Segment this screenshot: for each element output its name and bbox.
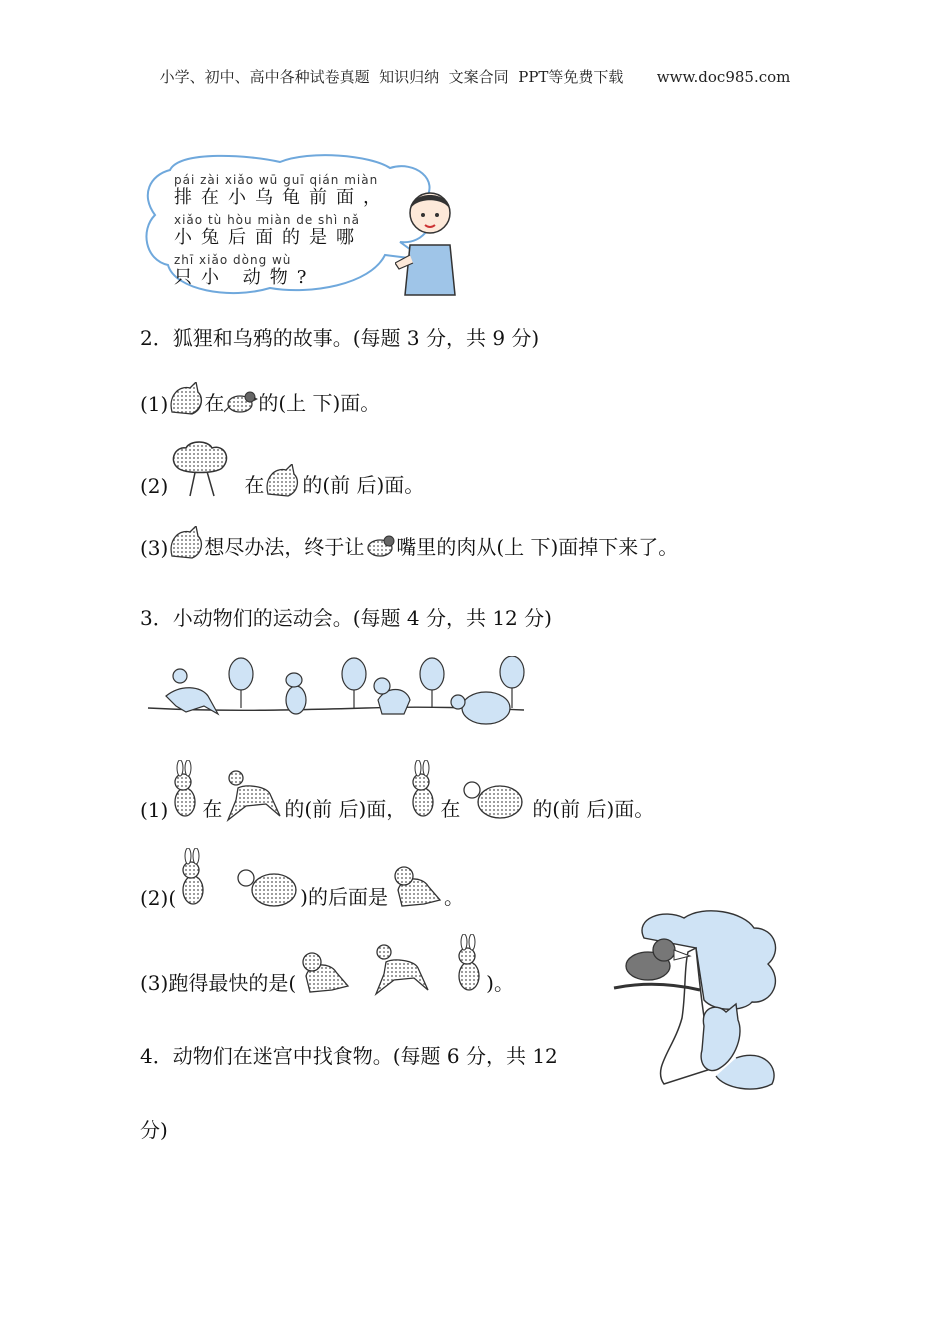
q3-item-1-t3: 在 (440, 797, 461, 821)
q2-item-3 (140, 526, 678, 560)
q2-item-2-t2: 的(前 后)面。 (302, 473, 425, 497)
fox-crow-illustration (604, 908, 784, 1092)
hanzi-line-2: 小兔后面的是哪 (174, 227, 363, 248)
q3-item-2 (140, 848, 464, 910)
q3-item-2-t2: 。 (443, 885, 464, 909)
boy-icon (395, 185, 465, 300)
q2-item-2 (140, 440, 424, 498)
q3-title: 3．小动物们的运动会。(每题 4 分，共 12 分) (140, 606, 552, 630)
q2-item-3-t1: 想尽办法，终于让 (204, 535, 365, 559)
hanzi-line-1: 排在小乌龟前面， (174, 187, 390, 208)
bubble-text (174, 172, 390, 292)
race-scene-icon (146, 656, 526, 736)
crow-icon (364, 532, 396, 560)
q3-item-1-t1: 在 (202, 797, 223, 821)
rabbit-icon (452, 934, 486, 996)
q2-item-2-num: (2) (140, 474, 169, 498)
turtle-icon (234, 860, 300, 910)
q2-item-2-t1: 在 (244, 473, 265, 497)
q2-item-1-num: (1) (140, 392, 169, 416)
pinyin-line-2: xiǎo tù hòu miàn de shì nǎ (174, 213, 361, 227)
q3-item-2-t1: )的后面是 (300, 885, 388, 909)
deer-icon (370, 938, 432, 996)
speech-illustration (140, 150, 470, 300)
crow-icon (224, 388, 258, 416)
turtle-icon (460, 772, 526, 822)
q2-item-3-num: (3) (140, 536, 169, 560)
rabbit-icon (168, 760, 202, 822)
q2-item-1 (140, 382, 380, 416)
rabbit-icon (406, 760, 440, 822)
fox-icon (168, 382, 204, 416)
tree-icon (168, 440, 234, 498)
fox-crow-tree-icon (604, 908, 784, 1092)
q3-item-3-t1: )。 (486, 971, 514, 995)
fox-icon (264, 464, 302, 498)
race-scene (146, 656, 526, 736)
q3-item-1-t4: 的(前 后)面。 (532, 797, 655, 821)
cat-icon (388, 860, 444, 910)
q2-item-3-t2: 嘴里的肉从(上 下)面掉下来了。 (396, 535, 679, 559)
hanzi-line-3: 只小 动物? (174, 267, 316, 288)
page-header: 小学、初中、高中各种试卷真题 知识归纳 文案合同 PPT等免费下载 www.doc985.com (159, 68, 791, 86)
q4-title: 4．动物们在迷宫中找食物。(每题 6 分，共 12 (140, 1044, 558, 1068)
q3-item-1-t2: 的(前 后)面， (284, 797, 407, 821)
rabbit-icon (176, 848, 210, 910)
q3-item-1 (140, 760, 654, 822)
q3-item-1-num: (1) (140, 798, 169, 822)
fox-icon (168, 526, 204, 560)
q2-item-1-t2: 的(上 下)面。 (258, 391, 381, 415)
pinyin-line-3: zhī xiǎo dòng wù (174, 253, 292, 267)
q3-item-2-num: (2)( (140, 886, 177, 910)
deer-icon (222, 764, 284, 822)
q2-title: 2．狐狸和乌鸦的故事。(每题 3 分，共 9 分) (140, 326, 540, 350)
pinyin-line-1: pái zài xiǎo wū guī qián miàn (174, 173, 379, 187)
q4-title-cont: 分) (140, 1118, 168, 1142)
q3-item-3 (140, 934, 514, 996)
cat-icon (296, 946, 350, 996)
q2-item-1-t1: 在 (204, 391, 225, 415)
q3-item-3-num: (3)跑得最快的是( (140, 971, 297, 995)
